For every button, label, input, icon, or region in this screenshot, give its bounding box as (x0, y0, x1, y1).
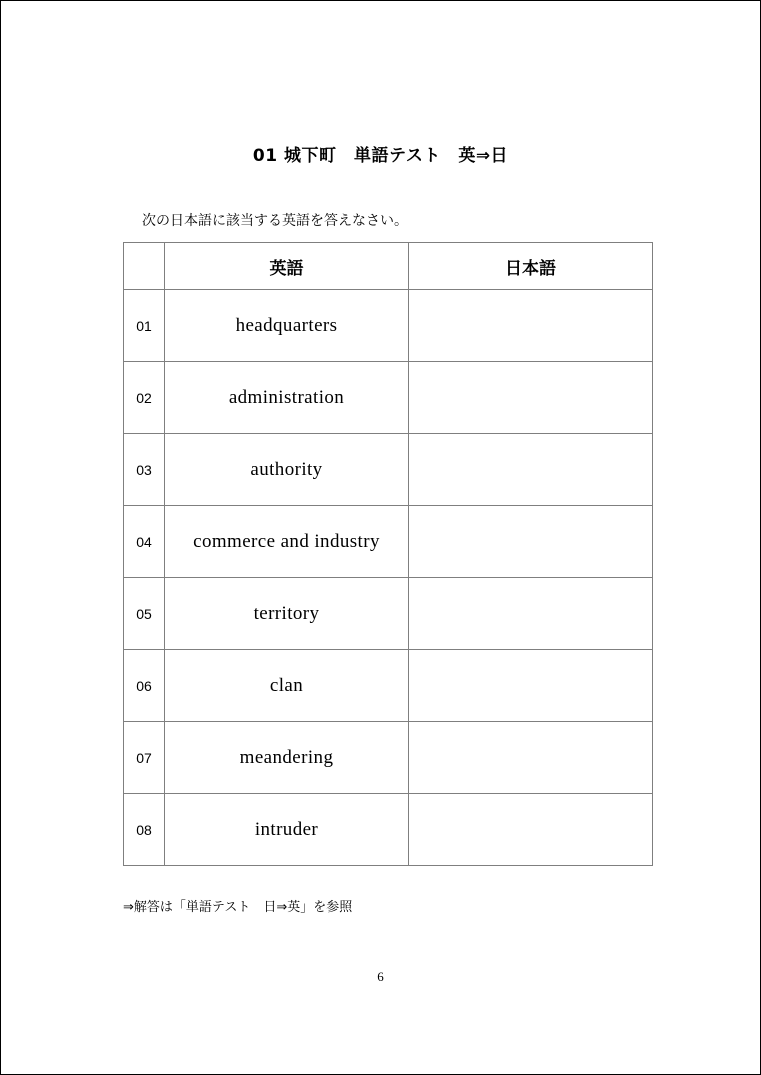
page-title: 01 城下町 単語テスト 英⇒日 (252, 146, 509, 166)
japanese-answer-cell[interactable] (409, 434, 653, 506)
japanese-answer-cell[interactable] (409, 362, 653, 434)
table-header-row (124, 243, 653, 290)
row-number: 01 (124, 290, 165, 362)
japanese-answer-cell[interactable] (409, 290, 653, 362)
japanese-answer-cell[interactable] (409, 578, 653, 650)
table-row (124, 650, 653, 722)
japanese-answer-cell[interactable] (409, 722, 653, 794)
header-japanese: 日本語 (409, 243, 653, 290)
table-row (124, 578, 653, 650)
english-word: commerce and industry (165, 506, 409, 578)
row-number: 04 (124, 506, 165, 578)
table-row (124, 362, 653, 434)
english-word: administration (165, 362, 409, 434)
table-row (124, 794, 653, 866)
english-word: headquarters (165, 290, 409, 362)
english-word: authority (165, 434, 409, 506)
english-word: meandering (165, 722, 409, 794)
header-english: 英語 (165, 243, 409, 290)
header-number (124, 243, 165, 290)
table-row (124, 722, 653, 794)
japanese-answer-cell[interactable] (409, 794, 653, 866)
japanese-answer-cell[interactable] (409, 650, 653, 722)
row-number: 06 (124, 650, 165, 722)
row-number: 05 (124, 578, 165, 650)
table-row (124, 506, 653, 578)
row-number: 08 (124, 794, 165, 866)
english-word: clan (165, 650, 409, 722)
row-number: 02 (124, 362, 165, 434)
row-number: 07 (124, 722, 165, 794)
instruction-text: 次の日本語に該当する英語を答えなさい。 (142, 213, 408, 229)
table-row (124, 290, 653, 362)
english-word: territory (165, 578, 409, 650)
japanese-answer-cell[interactable] (409, 506, 653, 578)
table-row (124, 434, 653, 506)
row-number: 03 (124, 434, 165, 506)
page-number: 6 (377, 969, 384, 984)
answer-reference-note: ⇒解答は「単語テスト 日⇒英」を参照 (123, 900, 353, 915)
english-word: intruder (165, 794, 409, 866)
vocabulary-table (123, 242, 653, 866)
